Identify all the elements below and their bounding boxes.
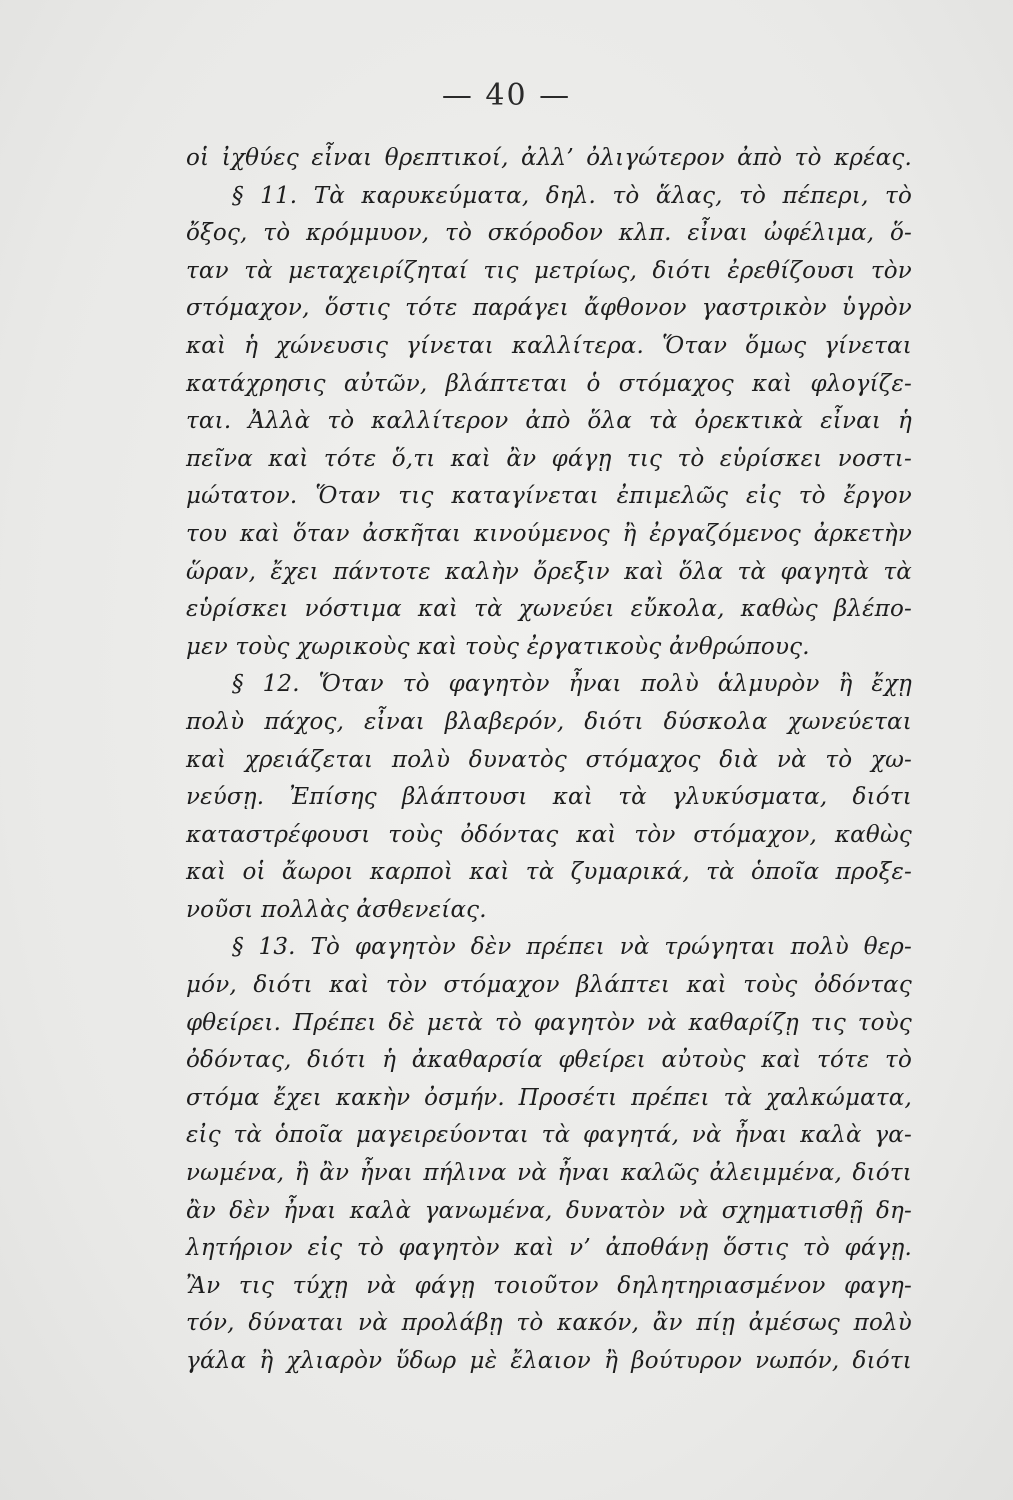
text-line: τόν, δύναται νὰ προλάβῃ τὸ κακόν, ἂν πίῃ ἀμέσως πολὺ <box>186 1310 912 1337</box>
text-line: κατάχρησις αὐτῶν, βλάπτεται ὁ στόμαχος καὶ φλογίζε- <box>186 370 912 397</box>
text-line: του καὶ ὅταν ἀσκῆται κινούμενος ἢ ἐργαζόμενος ἀρκετὴν <box>186 520 912 547</box>
text-line: ταν τὰ μεταχειρίζηταί τις μετρίως, διότι ἐρεθίζουσι τὸν <box>186 257 912 284</box>
text-line: ὄξος, τὸ κρόμμυον, τὸ σκόροδον κλπ. εἶναι ὠφέλιμα, ὅ- <box>186 220 912 247</box>
text-line: πολὺ πάχος, εἶναι βλαβερόν, διότι δύσκολα χωνεύεται <box>186 708 912 735</box>
text-line: στόμαχον, ὅστις τότε παράγει ἄφθονον γαστρικὸν ὑγρὸν <box>186 295 912 322</box>
text-line: πεῖνα καὶ τότε ὅ,τι καὶ ἂν φάγῃ τις τὸ εὑρίσκει νοστι- <box>186 445 912 472</box>
text-line: στόμα ἔχει κακὴν ὀσμήν. Προσέτι πρέπει τὰ χαλκώματα, <box>186 1084 912 1111</box>
text-line: εἰς τὰ ὁποῖα μαγειρεύονται τὰ φαγητά, νὰ ἦναι καλὰ γα- <box>186 1122 912 1149</box>
text-line: νωμένα, ἢ ἂν ἦναι πήλινα νὰ ἦναι καλῶς ἀλειμμένα, διότι <box>186 1160 912 1187</box>
text-line: καὶ χρειάζεται πολὺ δυνατὸς στόμαχος διὰ νὰ τὸ χω- <box>186 746 912 773</box>
text-line: οἱ ἰχθύες εἶναι θρεπτικοί, ἀλλ’ ὀλιγώτερον ἀπὸ τὸ κρέας. <box>186 145 912 171</box>
text-line: ται. Ἀλλὰ τὸ καλλίτερον ἀπὸ ὅλα τὰ ὀρεκτικὰ εἶναι ἡ <box>186 408 912 435</box>
text-line: καταστρέφουσι τοὺς ὀδόντας καὶ τὸν στόμαχον, καθὼς <box>186 821 912 848</box>
section-heading-line: § 13. Τὸ φαγητὸν δὲν πρέπει νὰ τρώγηται πολὺ θερ- <box>232 934 912 961</box>
text-line: καὶ οἱ ἄωροι καρποὶ καὶ τὰ ζυμαρικά, τὰ ὁποῖα προξε- <box>186 859 912 886</box>
text-line: καὶ ἡ χώνευσις γίνεται καλλίτερα. Ὅταν ὅμως γίνεται <box>186 332 912 359</box>
paragraph-end-line: μεν τοὺς χωρικοὺς καὶ τοὺς ἐργατικοὺς ἀνθρώπους. <box>186 633 810 660</box>
text-line: ἂν δὲν ἦναι καλὰ γανωμένα, δυνατὸν νὰ σχηματισθῇ δη- <box>186 1197 912 1224</box>
text-line: νεύσῃ. Ἐπίσης βλάπτουσι καὶ τὰ γλυκύσματα, διότι <box>186 784 912 811</box>
text-line: μόν, διότι καὶ τὸν στόμαχον βλάπτει καὶ τοὺς ὀδόντας <box>186 972 912 999</box>
page-number: — 40 — <box>441 78 572 113</box>
text-line: φθείρει. Πρέπει δὲ μετὰ τὸ φαγητὸν νὰ καθαρίζῃ τις τοὺς <box>186 1009 912 1036</box>
section-heading-line: § 11. Τὰ καρυκεύματα, δηλ. τὸ ἅλας, τὸ πέπερι, τὸ <box>232 182 912 209</box>
body-text <box>186 140 912 1381</box>
text-line: ὥραν, ἔχει πάντοτε καλὴν ὄρεξιν καὶ ὅλα τὰ φαγητὰ τὰ <box>186 558 912 585</box>
text-line: γάλα ἢ χλιαρὸν ὕδωρ μὲ ἔλαιον ἢ βούτυρον νωπόν, διότι <box>186 1348 912 1374</box>
text-line: λητήριον εἰς τὸ φαγητὸν καὶ ν’ ἀποθάνῃ ὅστις τὸ φάγῃ. <box>186 1235 912 1262</box>
text-line: Ἂν τις τύχῃ νὰ φάγῃ τοιοῦτον δηλητηριασμένον φαγη- <box>186 1272 912 1299</box>
text-line: ὀδόντας, διότι ἡ ἀκαθαρσία φθείρει αὐτοὺς καὶ τότε τὸ <box>186 1047 912 1074</box>
paragraph-end-line: νοῦσι πολλὰς ἀσθενείας. <box>186 896 487 923</box>
text-line: μώτατον. Ὅταν τις καταγίνεται ἐπιμελῶς εἰς τὸ ἔργον <box>186 483 912 510</box>
text-line: εὑρίσκει νόστιμα καὶ τὰ χωνεύει εὔκολα, καθὼς βλέπο- <box>186 596 912 623</box>
section-heading-line: § 12. Ὅταν τὸ φαγητὸν ἦναι πολὺ ἁλμυρὸν ἢ ἔχῃ <box>232 671 912 698</box>
